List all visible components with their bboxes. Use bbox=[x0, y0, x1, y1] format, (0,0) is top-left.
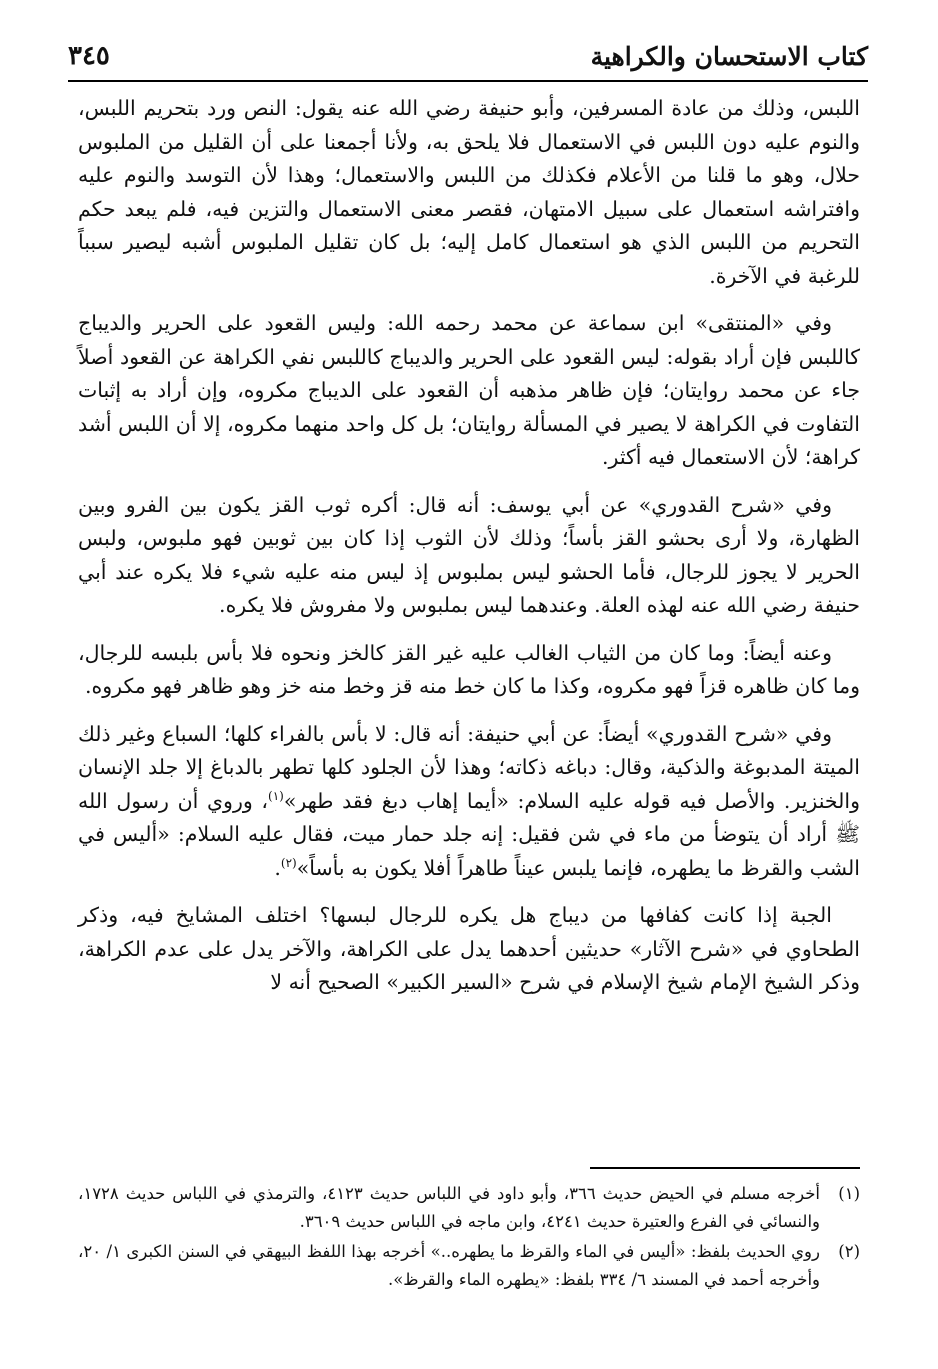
footnote-ref[interactable]: (٢) bbox=[280, 855, 297, 870]
footnote-text: أخرجه مسلم في الحيض حديث ٣٦٦، وأبو داود في اللباس حديث ٤١٢٣، والترمذي في اللباس حديث ١٧٢٨، والنسائي في الفرع والعتيرة حديث ٤٢٤١، وابن ماجه في اللباس حديث ٣٦٠٩. bbox=[78, 1184, 820, 1231]
paragraph-text: ، وروي أن رسول الله ﷺ أراد أن يتوضأ من ماء في شن فقيل: إنه جلد حمار ميت، فقال عليه السلام: «أليس في الشب والقرظ ما يطهره، فإنما يلبس عيناً طاهراً أفلا يكون به بأساً» bbox=[78, 788, 860, 880]
footnotes bbox=[78, 1180, 860, 1296]
paragraph: وفي «شرح القدوري» عن أبي يوسف: أنه قال: أكره ثوب القز يكون بين الفرو وبين الظهارة، ولا أرى بحشو القز بأساً؛ وذلك لأن الثوب إذا كان بين ثوبين فهو ملبوس، ولبس الحرير لا يجوز للرجال، فأما الحشو ليس بملبوس إذ ليس منه عليه شيء فلا يكره عند أبي حنيفة رضي الله عنه لهذه العلة. وعندهما ليس بملبوس ولا مفروش فلا يكره. bbox=[78, 492, 860, 617]
main-text bbox=[78, 92, 860, 1014]
paragraph bbox=[78, 718, 860, 886]
paragraph-text: وفي «شرح القدوري» أيضاً: عن أبي حنيفة: أنه قال: لا بأس بالفراء كلها؛ السباع وغير ذلك الميتة المدبوغة والذكية، وقال: دباغه ذكاته؛ وهذا لأن الجلود كلها تطهر بالدباغ إلا جلد الإنسان والخنزير. والأصل فيه قوله عليه السلام: «أيما إهاب دبغ فقد طهر» bbox=[78, 721, 860, 813]
footnote bbox=[78, 1238, 860, 1294]
paragraph: الجبة إذا كانت كفافها من ديباج هل يكره للرجال لبسها؟ اختلف المشايخ فيه، وذكر الطحاوي في «شرح الآثار» حديثين أحدهما يدل على الكراهة، والآخر يدل على عدم الكراهة، وذكر الشيخ الإمام شيخ الإسلام في شرح «السير الكبير» الصحيح أنه لا bbox=[78, 903, 860, 994]
chapter-title: كتاب الاستحسان والكراهية bbox=[590, 41, 868, 71]
footnote-number: (٢) bbox=[838, 1242, 860, 1261]
header-rule bbox=[68, 80, 868, 82]
footnote-ref[interactable]: (١) bbox=[268, 788, 284, 803]
footnote-separator bbox=[590, 1167, 860, 1169]
footnote bbox=[78, 1180, 860, 1236]
footnote-text: روي الحديث بلفظ: «أليس في الماء والقرظ ما يطهره..» أخرجه بهذا اللفظ البيهقي في السنن الكبرى ١/ ٢٠، وأخرجه أحمد في المسند ٦/ ٣٣٤ بلفظ: «يطهره الماء والقرظ». bbox=[78, 1242, 820, 1289]
paragraph: وفي «المنتقى» ابن سماعة عن محمد رحمه الله: وليس القعود على الحرير والديباج كاللبس فإن أراد بقوله: ليس القعود على الحرير والديباج كاللبس نفي الكراهة عن القعود أصلاً جاء عن محمد روايتان؛ فإن ظاهر مذهبه أن القعود على الديباج مكروه، وإن أراد به إثبات التفاوت في الكراهة لا يصير في المسألة روايتان؛ بل كل واحد منهما مكروه، إلا أن اللبس أشد كراهة؛ لأن الاستعمال فيه أكثر. bbox=[78, 311, 860, 469]
paragraph: وعنه أيضاً: وما كان من الثياب الغالب عليه غير القز كالخز ونحوه فلا بأس بلبسه للرجال، وما كان ظاهره قزاً فهو مكروه، وكذا ما كان خط منه قز وخط منه خز وهو ظاهر فهو مكروه. bbox=[78, 640, 860, 698]
footnote-number: (١) bbox=[838, 1184, 860, 1203]
page-number: ٣٤٥ bbox=[68, 41, 110, 71]
page-header bbox=[68, 36, 868, 76]
paragraph-text: . bbox=[274, 855, 281, 880]
paragraph: اللبس، وذلك من عادة المسرفين، وأبو حنيفة رضي الله عنه يقول: النص ورد بتحريم اللبس، والنوم عليه دون اللبس في الاستعمال فلا يلحق به، ولأنا أجمعنا على أن القليل من الملبوس حلال، وهو ما قلنا من الأعلام فكذلك من اللبس والاستعمال؛ وهذا لأن التوسد والنوم عليه وافتراشه استعمال على سبيل الامتهان، فقصر معنى الاستعمال والتزين فيه، فلم يبعد حكم التحريم من اللبس الذي هو استعمال كامل إليه؛ بل كان تقليل الملبوس أشبه ليصير سبباً للرغبة في الآخرة. bbox=[78, 96, 860, 288]
